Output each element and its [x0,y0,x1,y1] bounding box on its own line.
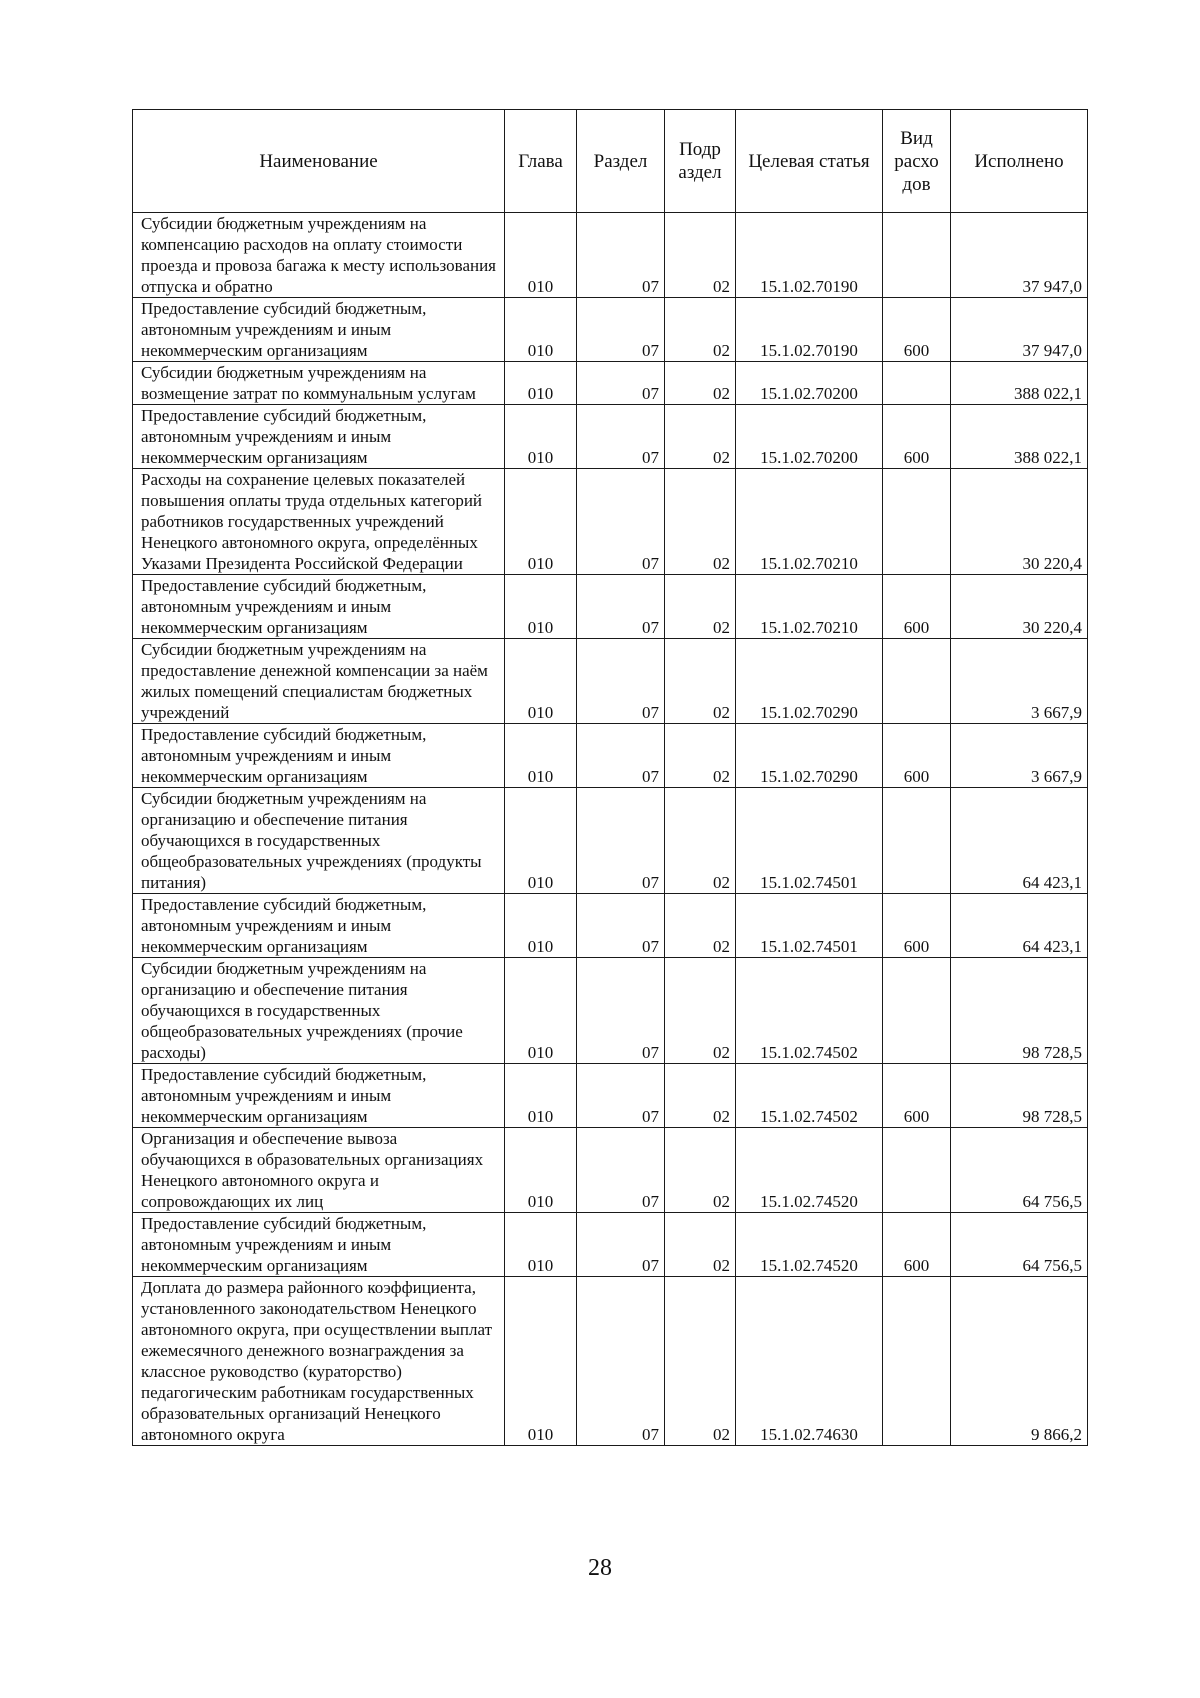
cell-name: Предоставление субсидий бюджетным, автономным учреждениям и иным некоммерческим организациям [133,405,505,469]
header-executed: Исполнено [951,110,1088,213]
cell-expense-type [883,1128,951,1213]
cell-chapter: 010 [505,1277,577,1446]
cell-expense-type [883,213,951,298]
cell-subsection: 02 [665,575,736,639]
cell-chapter: 010 [505,575,577,639]
budget-table [132,109,1088,1446]
cell-section: 07 [577,1064,665,1128]
cell-executed: 64 756,5 [951,1128,1088,1213]
cell-target: 15.1.02.70200 [736,405,883,469]
table-row [133,724,1088,788]
cell-name: Предоставление субсидий бюджетным, автономным учреждениям и иным некоммерческим организациям [133,724,505,788]
cell-name: Расходы на сохранение целевых показателей повышения оплаты труда отдельных категорий работников государственных учреждений Ненецкого автономного округа, определённых Указами Президента Российской Федерации [133,469,505,575]
cell-subsection: 02 [665,1277,736,1446]
cell-section: 07 [577,1277,665,1446]
table-row [133,788,1088,894]
cell-name: Предоставление субсидий бюджетным, автономным учреждениям и иным некоммерческим организациям [133,298,505,362]
cell-expense-type: 600 [883,894,951,958]
header-chapter: Глава [505,110,577,213]
cell-target: 15.1.02.70210 [736,469,883,575]
cell-executed: 64 756,5 [951,1213,1088,1277]
header-target: Целевая статья [736,110,883,213]
table-row [133,362,1088,405]
cell-chapter: 010 [505,362,577,405]
cell-target: 15.1.02.74630 [736,1277,883,1446]
cell-section: 07 [577,405,665,469]
cell-section: 07 [577,362,665,405]
cell-subsection: 02 [665,788,736,894]
cell-name: Субсидии бюджетным учреждениям на возмещение затрат по коммунальным услугам [133,362,505,405]
table-row [133,639,1088,724]
cell-expense-type [883,469,951,575]
cell-executed: 98 728,5 [951,1064,1088,1128]
cell-expense-type [883,1277,951,1446]
cell-executed: 37 947,0 [951,213,1088,298]
cell-section: 07 [577,958,665,1064]
cell-target: 15.1.02.70290 [736,724,883,788]
cell-target: 15.1.02.74520 [736,1213,883,1277]
cell-target: 15.1.02.70210 [736,575,883,639]
cell-name: Предоставление субсидий бюджетным, автономным учреждениям и иным некоммерческим организациям [133,575,505,639]
cell-executed: 98 728,5 [951,958,1088,1064]
cell-subsection: 02 [665,639,736,724]
cell-expense-type [883,362,951,405]
cell-section: 07 [577,298,665,362]
cell-chapter: 010 [505,405,577,469]
cell-chapter: 010 [505,1213,577,1277]
cell-subsection: 02 [665,405,736,469]
table-row [133,213,1088,298]
cell-chapter: 010 [505,1064,577,1128]
cell-chapter: 010 [505,213,577,298]
cell-expense-type: 600 [883,1213,951,1277]
cell-subsection: 02 [665,362,736,405]
cell-target: 15.1.02.74502 [736,1064,883,1128]
cell-executed: 388 022,1 [951,362,1088,405]
table-row [133,1128,1088,1213]
header-expense-type: Вид расхо дов [883,110,951,213]
cell-expense-type: 600 [883,724,951,788]
cell-executed: 30 220,4 [951,469,1088,575]
cell-target: 15.1.02.70290 [736,639,883,724]
table-row [133,405,1088,469]
cell-chapter: 010 [505,958,577,1064]
cell-target: 15.1.02.74520 [736,1128,883,1213]
cell-subsection: 02 [665,1213,736,1277]
cell-subsection: 02 [665,213,736,298]
cell-executed: 388 022,1 [951,405,1088,469]
cell-executed: 37 947,0 [951,298,1088,362]
cell-target: 15.1.02.70200 [736,362,883,405]
cell-target: 15.1.02.74501 [736,894,883,958]
cell-target: 15.1.02.74501 [736,788,883,894]
cell-executed: 3 667,9 [951,639,1088,724]
table-row [133,1213,1088,1277]
cell-section: 07 [577,724,665,788]
cell-chapter: 010 [505,469,577,575]
cell-section: 07 [577,1213,665,1277]
cell-expense-type: 600 [883,298,951,362]
cell-expense-type [883,788,951,894]
cell-executed: 64 423,1 [951,894,1088,958]
cell-expense-type [883,639,951,724]
cell-section: 07 [577,213,665,298]
cell-target: 15.1.02.74502 [736,958,883,1064]
table-row [133,575,1088,639]
table-row [133,298,1088,362]
table-header-row [133,110,1088,213]
cell-chapter: 010 [505,894,577,958]
cell-subsection: 02 [665,894,736,958]
cell-executed: 30 220,4 [951,575,1088,639]
cell-name: Доплата до размера районного коэффициента, установленного законодательством Ненецкого автономного округа, при осуществлении выплат ежемесячного денежного вознаграждения за классное руководство (кураторство) педагогическим работникам государственных образовательных организаций Ненецкого автономного округа [133,1277,505,1446]
cell-target: 15.1.02.70190 [736,298,883,362]
cell-subsection: 02 [665,958,736,1064]
table-row [133,894,1088,958]
cell-subsection: 02 [665,1128,736,1213]
cell-subsection: 02 [665,298,736,362]
cell-subsection: 02 [665,469,736,575]
cell-name: Организация и обеспечение вывоза обучающихся в образовательных организациях Ненецкого автономного округа и сопровождающих их лиц [133,1128,505,1213]
cell-section: 07 [577,639,665,724]
cell-name: Предоставление субсидий бюджетным, автономным учреждениям и иным некоммерческим организациям [133,894,505,958]
table-row [133,1277,1088,1446]
cell-name: Предоставление субсидий бюджетным, автономным учреждениям и иным некоммерческим организациям [133,1213,505,1277]
cell-subsection: 02 [665,724,736,788]
cell-subsection: 02 [665,1064,736,1128]
cell-name: Субсидии бюджетным учреждениям на организацию и обеспечение питания обучающихся в государственных общеобразовательных учреждениях (продукты питания) [133,788,505,894]
table-row [133,469,1088,575]
cell-executed: 3 667,9 [951,724,1088,788]
cell-section: 07 [577,788,665,894]
cell-section: 07 [577,1128,665,1213]
table-row [133,958,1088,1064]
cell-section: 07 [577,894,665,958]
cell-name: Субсидии бюджетным учреждениям на предоставление денежной компенсации за наём жилых помещений специалистам бюджетных учреждений [133,639,505,724]
cell-section: 07 [577,469,665,575]
cell-target: 15.1.02.70190 [736,213,883,298]
cell-executed: 9 866,2 [951,1277,1088,1446]
cell-section: 07 [577,575,665,639]
cell-chapter: 010 [505,1128,577,1213]
cell-name: Предоставление субсидий бюджетным, автономным учреждениям и иным некоммерческим организациям [133,1064,505,1128]
cell-expense-type: 600 [883,405,951,469]
table-row [133,1064,1088,1128]
cell-name: Субсидии бюджетным учреждениям на организацию и обеспечение питания обучающихся в государственных общеобразовательных учреждениях (прочие расходы) [133,958,505,1064]
cell-chapter: 010 [505,788,577,894]
cell-chapter: 010 [505,298,577,362]
cell-expense-type [883,958,951,1064]
cell-expense-type: 600 [883,1064,951,1128]
cell-chapter: 010 [505,639,577,724]
header-name: Наименование [133,110,505,213]
header-subsection: Подр аздел [665,110,736,213]
table-body [133,213,1088,1446]
cell-expense-type: 600 [883,575,951,639]
cell-chapter: 010 [505,724,577,788]
header-section: Раздел [577,110,665,213]
cell-name: Субсидии бюджетным учреждениям на компенсацию расходов на оплату стоимости проезда и провоза багажа к месту использования отпуска и обратно [133,213,505,298]
cell-executed: 64 423,1 [951,788,1088,894]
page-number: 28 [588,1555,612,1581]
